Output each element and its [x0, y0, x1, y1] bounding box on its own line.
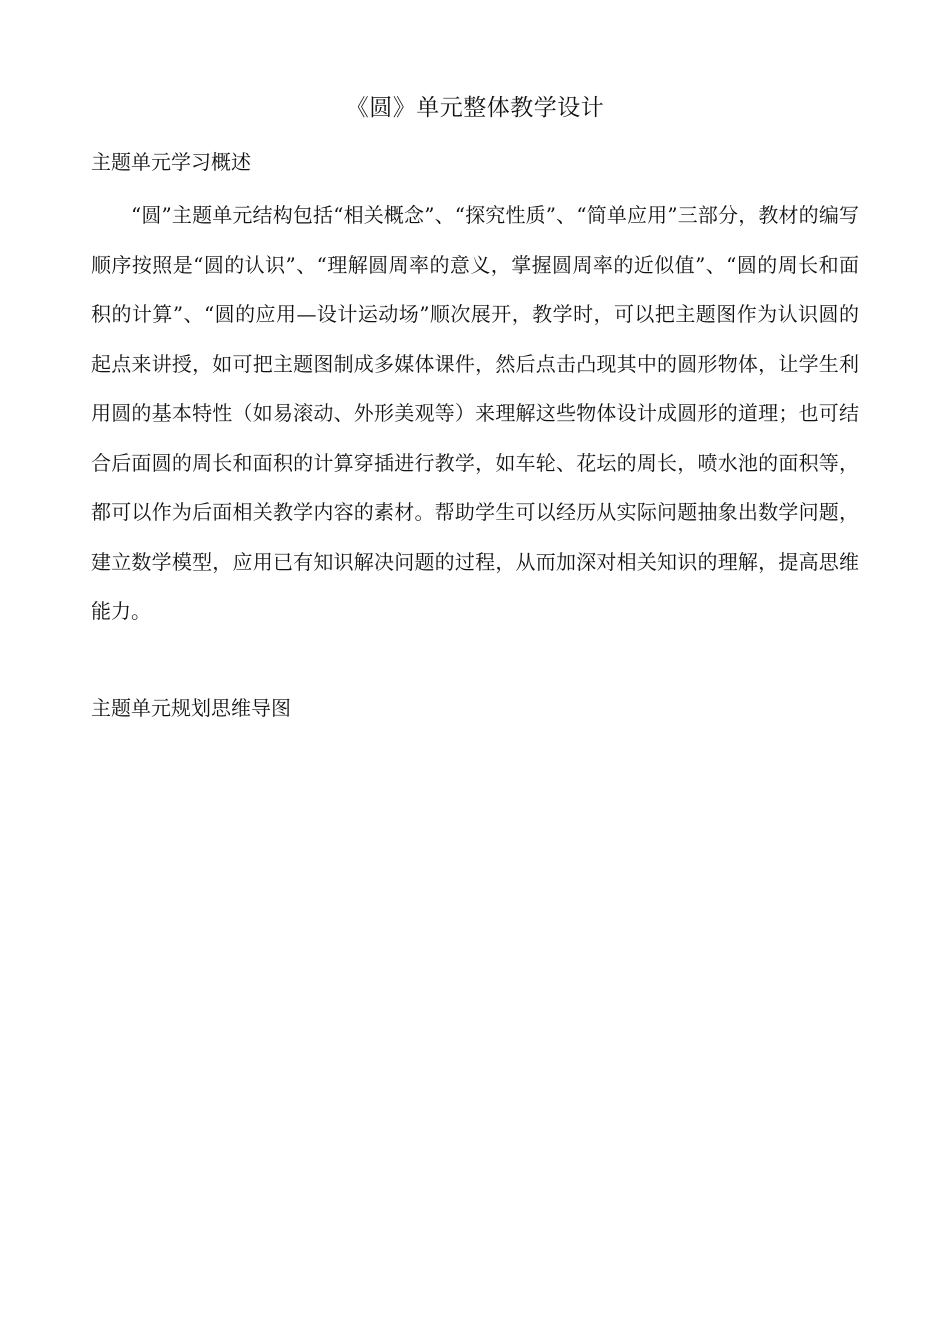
section-heading-mindmap: 主题单元规划思维导图	[91, 696, 291, 720]
overview-paragraph: “圆”主题单元结构包括“相关概念”、“探究性质”、“简单应用”三部分，教材的编写顺序按照是“圆的认识”、“理解圆周率的意义，掌握圆周率的近似值”、“圆的周长和面积的计算”、“圆的应用—设计运动场”顺次展开，教学时，可以把主题图作为认识圆的起点来讲授，如可把主题图制成多媒体课件，然后点击凸现其中的圆形物体，让学生利用圆的基本特性（如易滚动、外形美观等）来理解这些物体设计成圆形的道理；也可结合后面圆的周长和面积的计算穿插进行教学，如车轮、花坛的周长，喷水池的面积等，都可以作为后面相关教学内容的素材。帮助学生可以经历从实际问题抽象出数学问题，建立数学模型，应用已有知识解决问题的过程，从而加深对相关知识的理解，提高思维能力。	[91, 203, 859, 623]
document-title: 《圆》单元整体教学设计	[345, 95, 605, 121]
section-heading-overview: 主题单元学习概述	[91, 150, 251, 174]
